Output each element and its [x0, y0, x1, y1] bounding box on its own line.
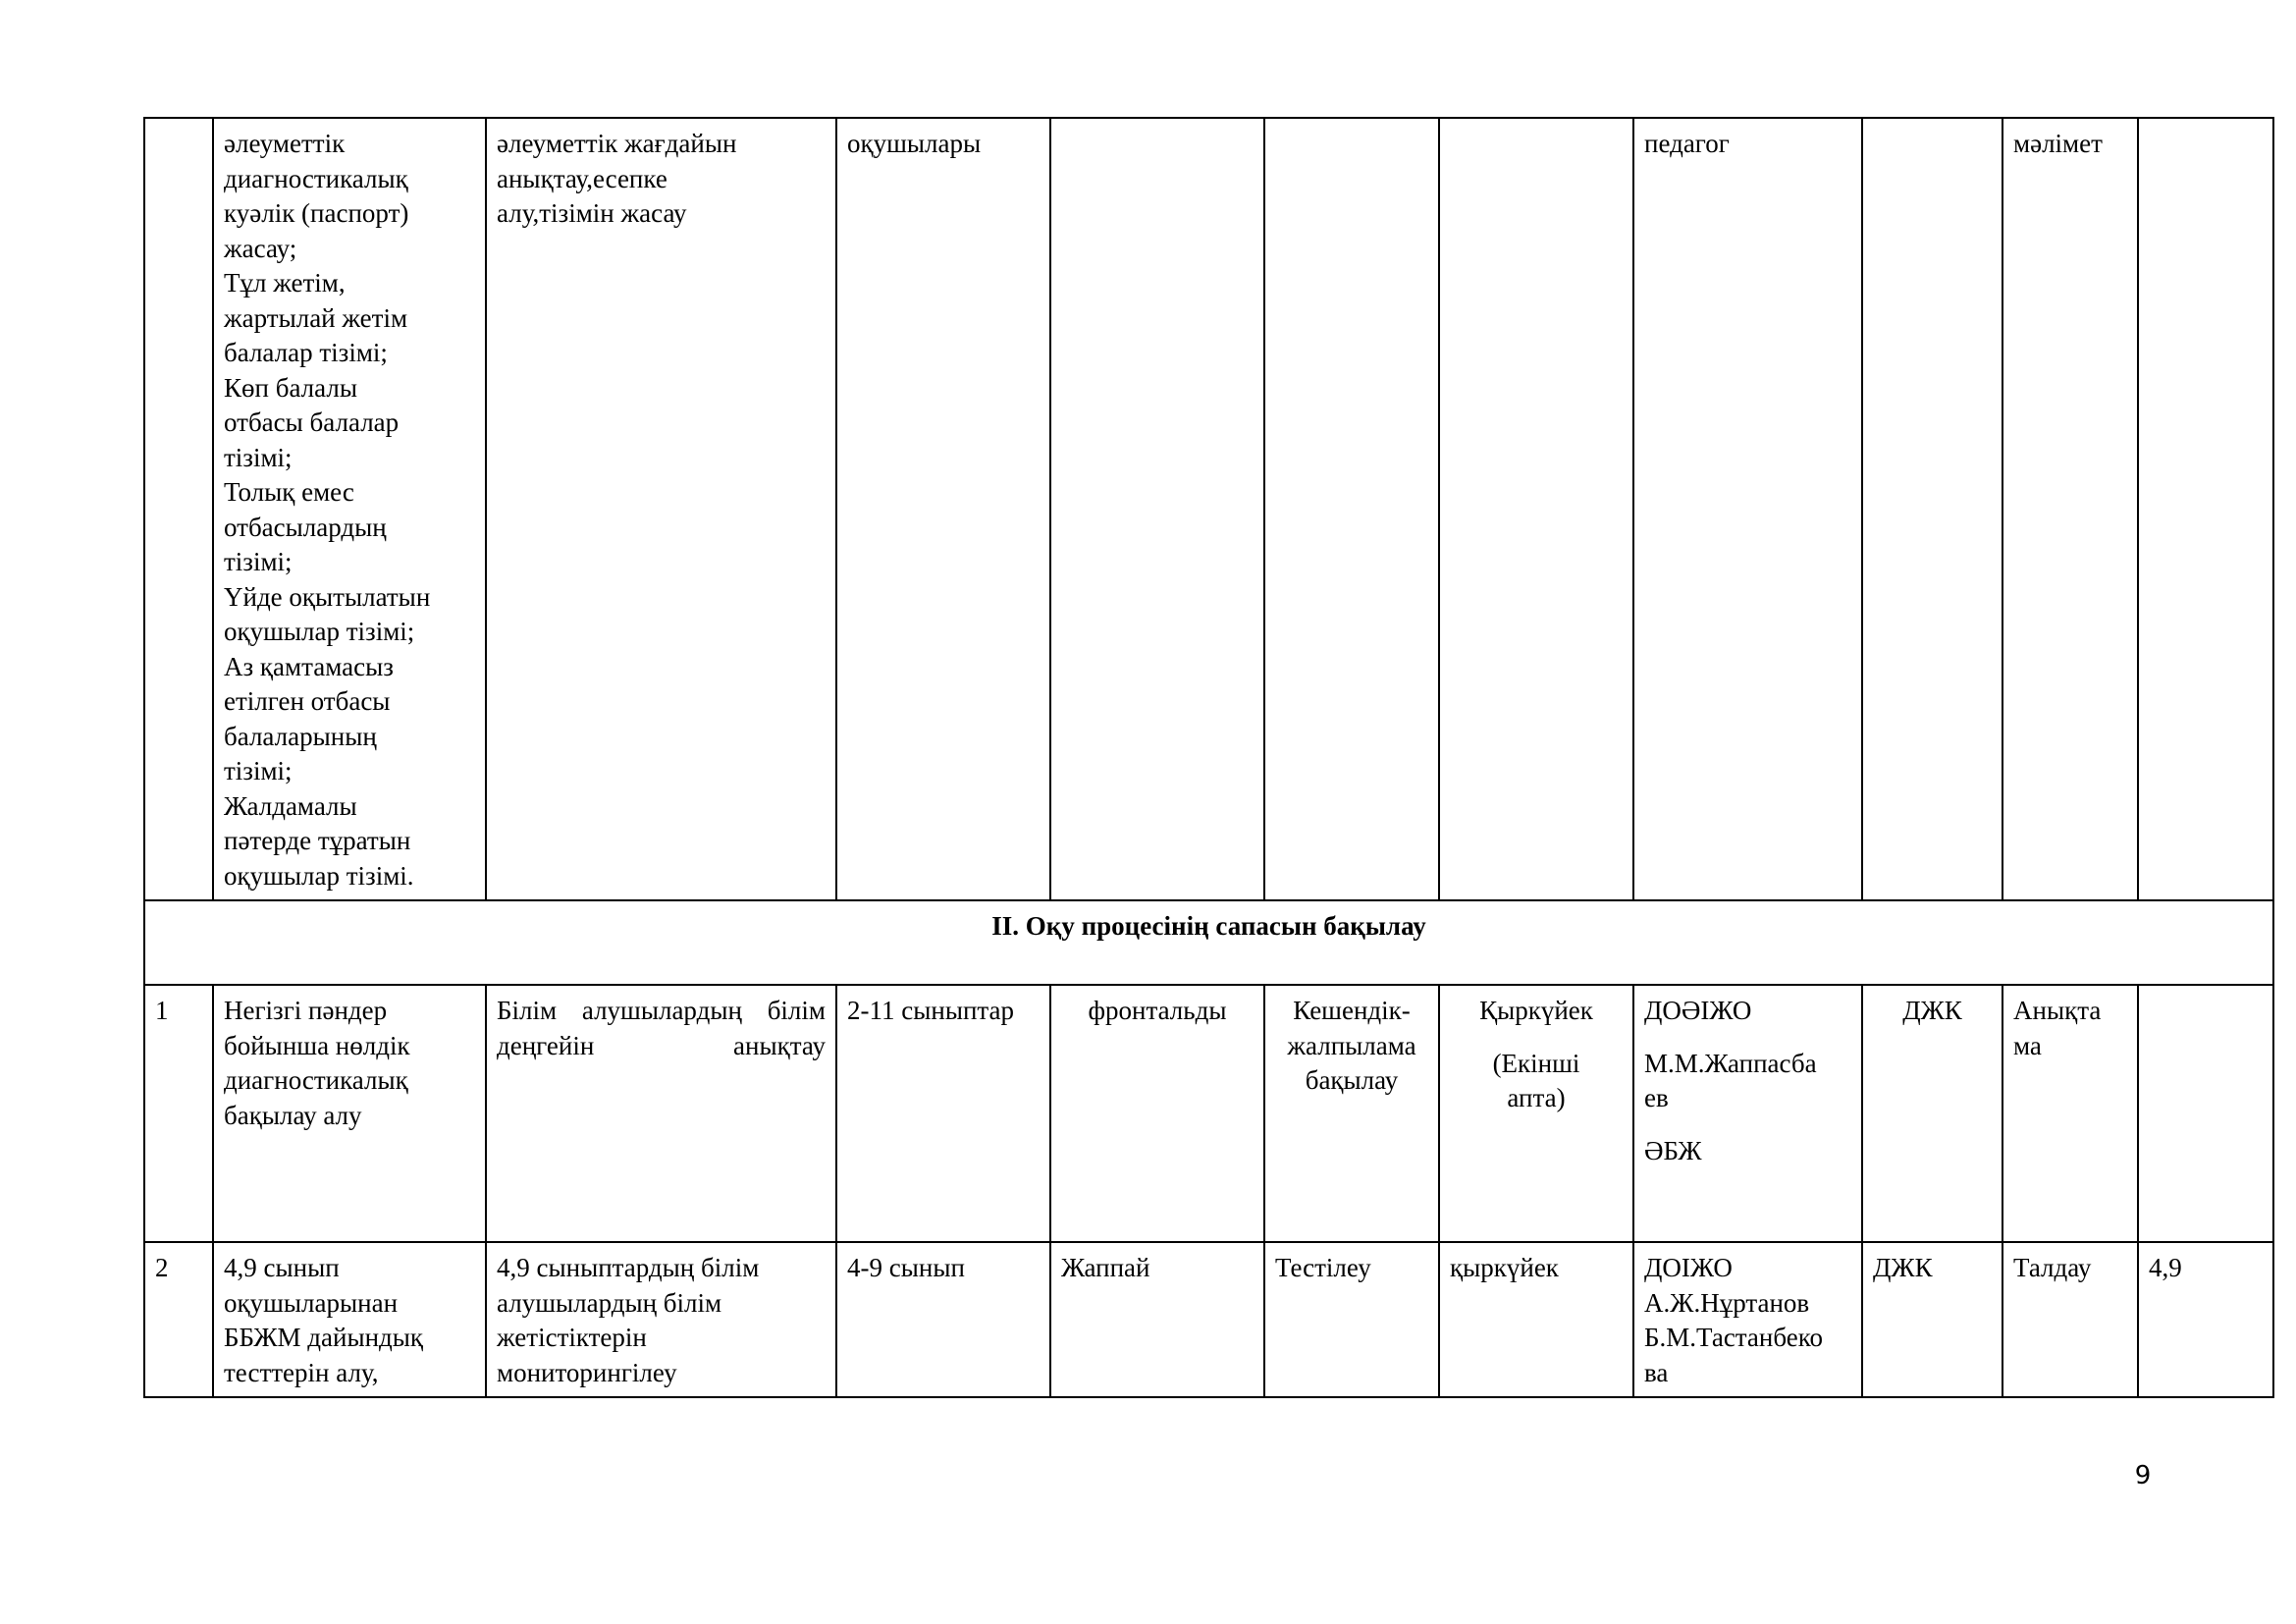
cell-responsible: педагог	[1633, 118, 1862, 900]
cell-result: мәлімет	[2002, 118, 2138, 900]
cell-line: диагностикалық	[224, 163, 408, 193]
cell-line: ББЖМ дайындық	[224, 1323, 424, 1352]
goal-line: білім деңгейін анықтау	[497, 996, 826, 1060]
cell-line: оқушылар тізімі;	[224, 617, 415, 646]
cell-object: оқушылары	[836, 118, 1050, 900]
cell-line: алу,тізімін жасау	[497, 198, 687, 228]
cell-kind	[1050, 118, 1264, 900]
cell-method	[1264, 985, 1439, 1242]
cell-responsible	[1633, 985, 1862, 1242]
cell-line: Б.М.Тастанбеко	[1644, 1323, 1823, 1352]
cell-result	[2002, 985, 2138, 1242]
table-row	[144, 1242, 2273, 1397]
cell-line: Көп балалы	[224, 372, 357, 403]
responsible-line: ев	[1644, 1083, 1669, 1112]
term-line: апта)	[1507, 1083, 1566, 1112]
responsible-line: ӘБЖ	[1644, 1135, 1702, 1165]
cell-line: бойынша нөлдік	[224, 1030, 410, 1060]
cell-goal	[486, 1242, 836, 1397]
cell-extra	[2138, 118, 2273, 900]
cell-line: Негізгі пәндер	[224, 996, 388, 1025]
cell-line: бақылау алу	[224, 1100, 362, 1130]
cell-line: отбасы балалар	[224, 407, 400, 437]
cell-line: Үйде оқытылатын	[224, 581, 431, 612]
cell-kind: фронтальды	[1050, 985, 1264, 1242]
responsible-line: ДОӘІЖО	[1644, 996, 1752, 1025]
table-row	[144, 118, 2273, 900]
cell-line: ма	[2013, 1030, 2042, 1060]
cell-place: ДЖК	[1862, 1242, 2002, 1397]
cell-topic	[213, 1242, 486, 1397]
cell-line: 4,9 сынып	[224, 1253, 340, 1282]
cell-line: жартылай жетім	[224, 302, 408, 333]
cell-line: А.Ж.Нұртанов	[1644, 1287, 1810, 1318]
responsible-line: М.М.Жаппасба	[1644, 1048, 1817, 1078]
page-number: 9	[2134, 1461, 2152, 1490]
cell-line: Аз қамтамасыз	[224, 651, 394, 681]
cell-line: етілген отбасы	[224, 686, 391, 716]
cell-num	[144, 118, 213, 900]
cell-line: куәлік (паспорт)	[224, 198, 409, 228]
cell-place: ДЖК	[1862, 985, 2002, 1242]
cell-line: тізімі;	[224, 442, 293, 472]
cell-line: бақылау	[1305, 1065, 1399, 1095]
cell-line: пәтерде тұратын	[224, 826, 411, 855]
cell-term	[1439, 118, 1633, 900]
cell-line: алушылардың білім	[497, 1287, 722, 1318]
cell-line: әлеуметтік жағдайын	[497, 129, 737, 158]
cell-line: тізімі;	[224, 756, 293, 785]
cell-line: әлеуметтік	[224, 129, 346, 158]
cell-line: Толық емес	[224, 477, 354, 507]
goal-line: Білім алушылардың	[497, 996, 742, 1025]
cell-num: 1	[144, 985, 213, 1242]
section-title: II. Оқу процесінің сапасын бақылау	[144, 900, 2273, 985]
cell-line: тесттерін алу,	[224, 1357, 379, 1387]
table-row	[144, 985, 2273, 1242]
cell-line: мониторингілеу	[497, 1357, 677, 1387]
cell-line: 4,9 сыныптардың білім	[497, 1253, 760, 1282]
cell-term: қыркүйек	[1439, 1242, 1633, 1397]
cell-line: балалар тізімі;	[224, 338, 388, 367]
cell-line: Кешендік-	[1293, 996, 1411, 1025]
cell-goal	[486, 985, 836, 1242]
term-line: (Екінші	[1492, 1048, 1580, 1078]
cell-line: анықтау,есепке	[497, 163, 667, 193]
cell-object: 4-9 сынып	[836, 1242, 1050, 1397]
section-row	[144, 900, 2273, 985]
cell-kind: Жаппай	[1050, 1242, 1264, 1397]
cell-line: балаларының	[224, 721, 377, 751]
cell-line: ДОІЖО	[1644, 1253, 1733, 1282]
cell-line: ва	[1644, 1357, 1669, 1387]
cell-topic	[213, 985, 486, 1242]
cell-extra: 4,9	[2138, 1242, 2273, 1397]
cell-goal	[486, 118, 836, 900]
cell-line: диагностикалық	[224, 1065, 408, 1095]
cell-place	[1862, 118, 2002, 900]
cell-line: Тұл жетім,	[224, 268, 346, 298]
cell-line: Анықта	[2013, 996, 2102, 1025]
control-plan-table	[143, 117, 2274, 1398]
cell-extra	[2138, 985, 2273, 1242]
cell-result: Талдау	[2002, 1242, 2138, 1397]
cell-line: оқушыларынан	[224, 1287, 399, 1318]
cell-term	[1439, 985, 1633, 1242]
cell-line: отбасылардың	[224, 512, 387, 542]
cell-line: жасау;	[224, 233, 297, 263]
cell-responsible	[1633, 1242, 1862, 1397]
cell-object: 2-11 сыныптар	[836, 985, 1050, 1242]
cell-line: Жалдамалы	[224, 790, 357, 821]
cell-line: оқушылар тізімі.	[224, 860, 414, 891]
cell-method: Тестілеу	[1264, 1242, 1439, 1397]
cell-method	[1264, 118, 1439, 900]
cell-num: 2	[144, 1242, 213, 1397]
cell-line: жалпылама	[1287, 1030, 1416, 1060]
cell-topic	[213, 118, 486, 900]
term-line: Қыркүйек	[1479, 996, 1593, 1025]
cell-line: тізімі;	[224, 547, 293, 576]
cell-line: жетістіктерін	[497, 1323, 647, 1352]
